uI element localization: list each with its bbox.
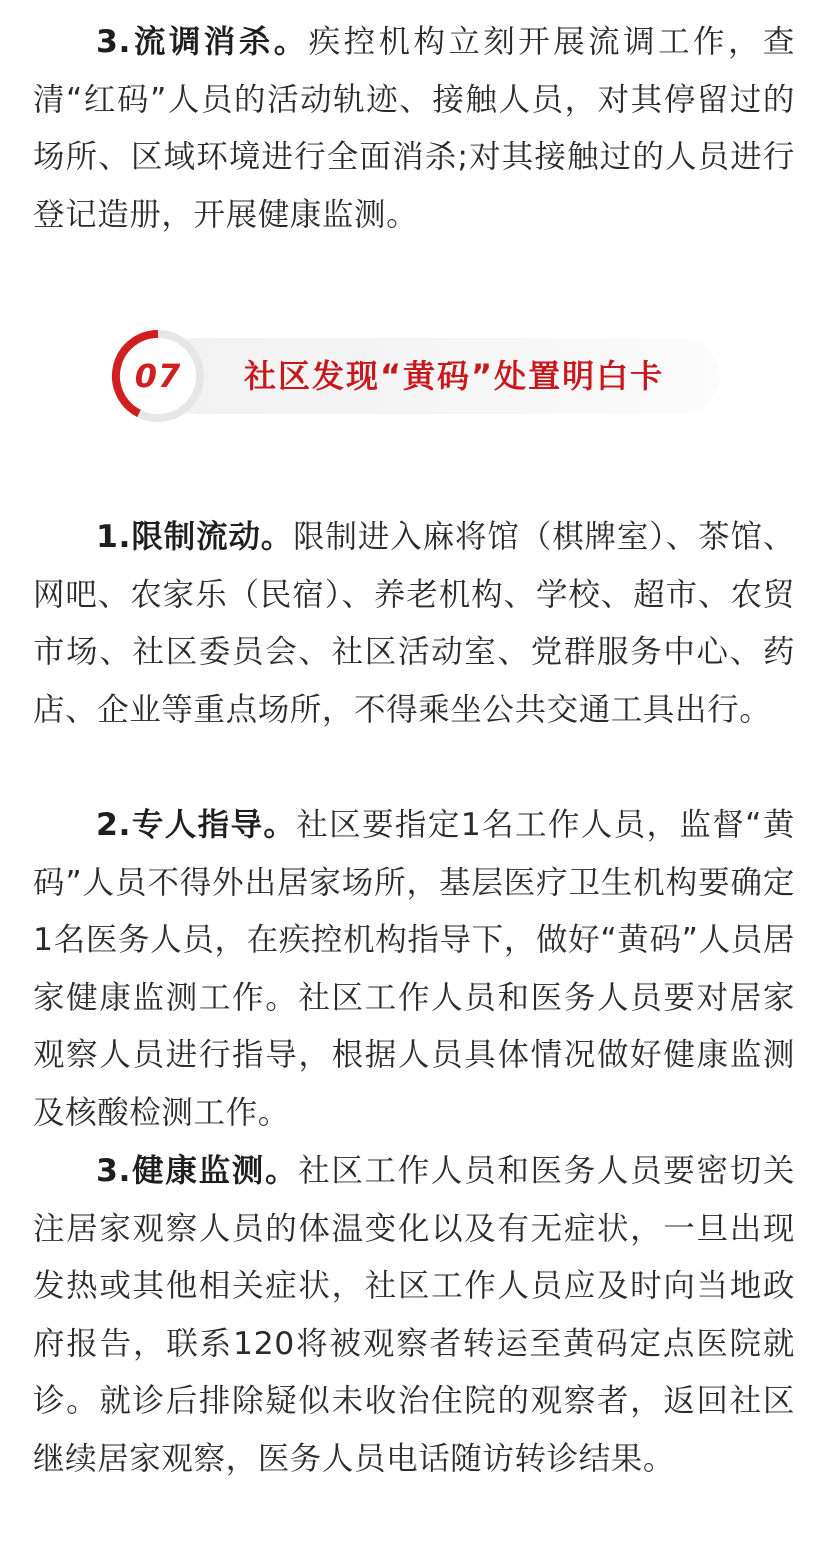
item-text: 限制进入麻将馆（棋牌室）、茶馆、网吧、农家乐（民宿）、养老机构、学校、超市、农贸市场、社区委员会、社区活动室、党群服务中心、药店、企业等重点场所，不得乘坐公共交通工具出行。 <box>33 519 795 728</box>
paragraph-restrict-movement <box>33 509 795 739</box>
section-heading <box>108 326 728 426</box>
section-number: 07 <box>134 357 182 395</box>
item-lead: 1.限制流动。 <box>96 519 294 555</box>
paragraph-contact-tracing <box>33 14 795 244</box>
item-text: 社区工作人员和医务人员要密切关注居家观察人员的体温变化以及有无症状，一旦出现发热或其他相关症状，社区工作人员应及时向当地政府报告，联系120将被观察者转运至黄码定点医院就诊。就诊后排除疑似未收治住院的观察者，返回社区继续居家观察，医务人员电话随访转诊结果。 <box>33 1153 795 1477</box>
paragraph-health-monitoring <box>33 1143 795 1489</box>
item-lead: 3.流调消杀。 <box>96 24 309 60</box>
item-text: 社区要指定1名工作人员，监督“黄码”人员不得外出居家场所，基层医疗卫生机构要确定1名医务人员，在疾控机构指导下，做好“黄码”人员居家健康监测工作。社区工作人员和医务人员要对居家观察人员进行指导，根据人员具体情况做好健康监测及核酸检测工作。 <box>33 807 795 1131</box>
item-lead: 3.健康监测。 <box>96 1153 299 1189</box>
item-text: 疾控机构立刻开展流调工作，查清“红码”人员的活动轨迹、接触人员，对其停留过的场所、区域环境进行全面消杀;对其接触过的人员进行登记造册，开展健康监测。 <box>33 24 795 233</box>
item-lead: 2.专人指导。 <box>96 807 297 843</box>
section-title: 社区发现“黄码”处置明白卡 <box>244 357 665 395</box>
paragraph-dedicated-guidance <box>33 797 795 1143</box>
